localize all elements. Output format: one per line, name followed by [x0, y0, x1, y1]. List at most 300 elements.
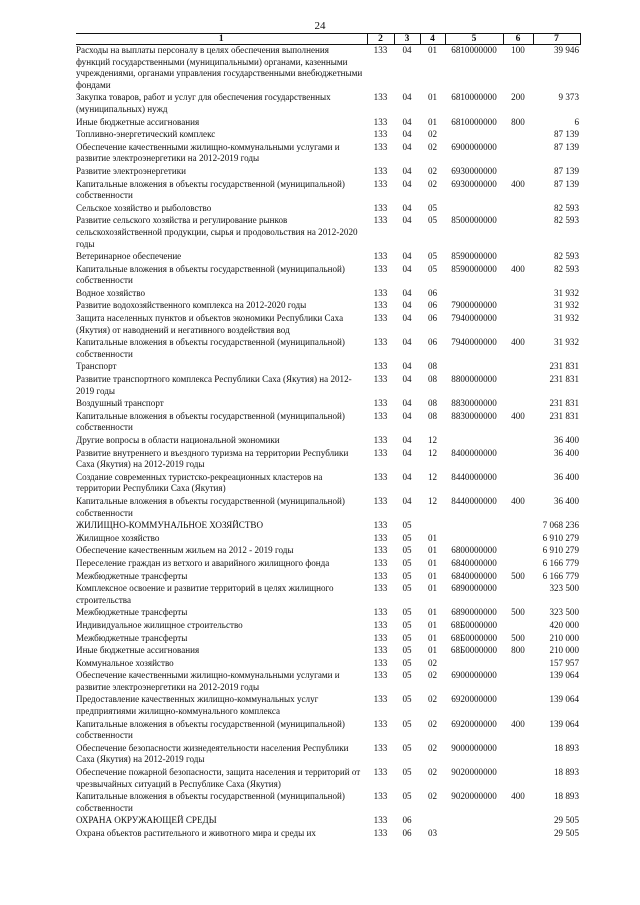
table-row	[76, 300, 580, 313]
row-target-code: 7940000000	[451, 337, 497, 348]
row-ministry-code: 133	[373, 495, 388, 506]
row-ministry-code: 133	[373, 435, 388, 445]
row-target-code: 6810000000	[451, 92, 497, 103]
table-row	[76, 571, 580, 584]
row-name: Развитие сельского хозяйства и регулирование рынков сельскохозяйственной продукции, сырья и продовольствия на 2012-2020 годы	[76, 215, 358, 249]
table-row	[76, 533, 580, 546]
row-name: Обеспечение качественным жильем на 2012 - 2019 годы	[76, 545, 294, 556]
table-row	[76, 435, 580, 448]
table-row	[76, 448, 580, 472]
row-expense-type	[503, 361, 533, 374]
row-ministry-code: 133	[373, 828, 388, 838]
row-amount: 31 932	[553, 287, 579, 298]
row-ministry-code: 133	[373, 178, 388, 189]
row-section-code: 06	[402, 815, 412, 826]
row-amount: 36 400	[553, 435, 579, 445]
table-row	[76, 411, 580, 435]
header-col-5: 5	[445, 34, 503, 45]
row-subsection-code: 01	[427, 557, 438, 568]
row-ministry-code: 133	[373, 645, 388, 656]
row-section-code: 05	[402, 607, 412, 618]
row-subsection-code: 06	[427, 300, 438, 311]
row-subsection-code: 02	[427, 141, 438, 152]
row-ministry-code: 133	[373, 313, 388, 324]
row-amount: 9 373	[558, 92, 579, 103]
row-subsection-code: 01	[427, 607, 438, 618]
table-row	[76, 496, 580, 520]
table-row	[76, 520, 580, 533]
row-name: Закупка товаров, работ и услуг для обеспечения государственных (муниципальных) нужд	[76, 92, 331, 114]
row-subsection-code: 02	[427, 694, 438, 705]
row-expense-type	[503, 203, 533, 216]
page-number: 24	[314, 20, 326, 32]
row-expense-type	[503, 472, 533, 496]
row-expense-type	[503, 129, 533, 142]
row-section-code: 04	[402, 92, 412, 103]
row-expense-type: 400	[511, 263, 525, 274]
row-expense-type: 400	[511, 178, 525, 189]
row-subsection-code: 06	[427, 313, 438, 324]
row-ministry-code: 133	[373, 129, 388, 140]
row-amount: 39 946	[553, 45, 579, 55]
row-section-code: 04	[402, 165, 412, 176]
header-col-4: 4	[420, 34, 445, 45]
row-target-code	[445, 520, 503, 533]
row-ministry-code: 133	[373, 545, 388, 556]
budget-table	[76, 33, 581, 841]
row-amount: 36 400	[553, 447, 579, 458]
row-expense-type	[503, 215, 533, 251]
table-row	[76, 620, 580, 633]
row-name: Межбюджетные трансферты	[76, 632, 188, 643]
table-row	[76, 791, 580, 815]
row-section-code: 05	[402, 632, 412, 643]
row-section-code: 05	[402, 767, 412, 778]
row-target-code: 8590000000	[451, 263, 497, 274]
row-name: Ветеринарное обеспечение	[76, 251, 182, 262]
row-name: ОХРАНА ОКРУЖАЮЩЕЙ СРЕДЫ	[76, 815, 217, 826]
row-section-code: 05	[402, 557, 412, 568]
row-amount: 139 064	[549, 694, 579, 705]
row-subsection-code: 01	[427, 632, 438, 643]
row-amount: 210 000	[549, 645, 579, 656]
row-section-code: 04	[402, 361, 412, 372]
row-ministry-code: 133	[373, 557, 388, 568]
row-name: Капитальные вложения в объекты государственной (муниципальной) собственности	[76, 410, 345, 433]
row-section-code: 04	[402, 178, 412, 189]
table-row	[76, 472, 580, 496]
row-section-code: 04	[402, 447, 412, 458]
row-ministry-code: 133	[373, 45, 388, 55]
row-target-code: 6920000000	[451, 718, 497, 729]
row-amount: 323 500	[549, 607, 579, 618]
row-target-code: 6810000000	[451, 45, 497, 55]
row-section-code: 04	[402, 251, 412, 262]
row-name: Межбюджетные трансферты	[76, 570, 188, 581]
row-ministry-code: 133	[373, 815, 388, 826]
row-subsection-code: 02	[427, 657, 438, 668]
row-name: Капитальные вложения в объекты государственной (муниципальной) собственности	[76, 178, 345, 201]
row-target-code: 6800000000	[451, 545, 497, 556]
row-ministry-code: 133	[373, 374, 388, 385]
row-amount: 231 831	[549, 374, 579, 385]
row-name: Иные бюджетные ассигнования	[76, 645, 200, 656]
row-ministry-code: 133	[373, 570, 388, 581]
table-row	[76, 398, 580, 411]
row-name: Развитие транспортного комплекса Республики Саха (Якутия) на 2012-2019 годы	[76, 374, 352, 396]
row-expense-type	[503, 620, 533, 633]
row-expense-type: 400	[511, 791, 525, 802]
row-target-code: 6930000000	[451, 165, 497, 176]
row-name: Топливно-энергетический комплекс	[76, 129, 216, 140]
row-amount: 36 400	[553, 495, 579, 506]
row-target-code: 8800000000	[451, 374, 497, 385]
table-row	[76, 694, 580, 718]
row-subsection-code: 08	[427, 361, 438, 372]
row-amount: 87 139	[553, 178, 579, 189]
row-section-code: 05	[402, 791, 412, 802]
row-amount: 87 139	[553, 141, 579, 152]
row-amount: 36 400	[553, 471, 579, 482]
row-target-code	[445, 435, 503, 448]
row-subsection-code: 12	[427, 435, 438, 445]
row-amount: 18 893	[553, 767, 579, 778]
row-subsection-code: 08	[427, 410, 438, 421]
row-section-code: 04	[402, 263, 412, 274]
row-name: Обеспечение пожарной безопасности, защита населения и территорий от чрезвычайных ситуаций в Республике Саха (Якутия)	[76, 767, 361, 789]
table-header	[76, 34, 580, 45]
row-amount: 31 932	[553, 337, 579, 348]
row-name: Капитальные вложения в объекты государственной (муниципальной) собственности	[76, 337, 345, 359]
row-name: Переселение граждан из ветхого и аварийного жилищного фонда	[76, 557, 330, 568]
row-amount: 82 593	[553, 215, 579, 226]
row-section-code: 04	[402, 374, 412, 385]
row-target-code	[445, 658, 503, 671]
table-row	[76, 828, 580, 841]
row-target-code	[445, 129, 503, 142]
row-expense-type	[503, 767, 533, 791]
row-name: Обеспечение качественными жилищно-коммунальными услугами и развитие электроэнергетики на 2012-2019 годы	[76, 141, 340, 164]
row-ministry-code: 133	[373, 742, 388, 753]
table-row	[76, 203, 580, 216]
row-section-code: 05	[402, 619, 412, 630]
row-ministry-code: 133	[373, 287, 388, 298]
header-col-2: 2	[367, 34, 394, 45]
header-col-3: 3	[394, 34, 420, 45]
row-ministry-code: 133	[373, 361, 388, 372]
row-name: Капитальные вложения в объекты государственной (муниципальной) собственности	[76, 495, 345, 518]
row-ministry-code: 133	[373, 607, 388, 618]
row-amount: 6	[574, 116, 579, 127]
row-target-code	[445, 203, 503, 216]
table-row	[76, 545, 580, 558]
row-target-code: 8830000000	[451, 410, 497, 421]
row-ministry-code: 133	[373, 670, 388, 681]
row-target-code: 8400000000	[451, 447, 497, 458]
row-subsection-code: 02	[427, 767, 438, 778]
row-expense-type	[503, 828, 533, 841]
row-subsection-code: 02	[427, 718, 438, 729]
table-row	[76, 45, 580, 93]
row-ministry-code: 133	[373, 632, 388, 643]
row-subsection-code	[420, 815, 445, 828]
row-subsection-code: 05	[427, 263, 438, 274]
row-name: Индивидуальное жилищное строительство	[76, 619, 243, 630]
table-row	[76, 251, 580, 264]
row-ministry-code: 133	[373, 767, 388, 778]
row-subsection-code: 02	[427, 742, 438, 753]
header-col-1: 1	[76, 34, 367, 45]
row-name: Иные бюджетные ассигнования	[76, 116, 200, 127]
row-subsection-code: 02	[427, 178, 438, 189]
row-expense-type: 800	[511, 645, 525, 656]
row-section-code: 05	[402, 570, 412, 581]
row-ministry-code: 133	[373, 447, 388, 458]
row-target-code	[445, 815, 503, 828]
row-section-code: 04	[402, 471, 412, 482]
table-row	[76, 361, 580, 374]
row-subsection-code: 01	[427, 570, 438, 581]
row-name: Другие вопросы в области национальной экономики	[76, 435, 280, 445]
row-name: Воздушный транспорт	[76, 398, 164, 409]
row-target-code: 9000000000	[451, 742, 497, 753]
row-subsection-code: 12	[427, 495, 438, 506]
row-ministry-code: 133	[373, 337, 388, 348]
row-amount: 420 000	[549, 619, 579, 630]
row-expense-type	[503, 374, 533, 398]
table-row	[76, 658, 580, 671]
row-section-code: 04	[402, 495, 412, 506]
row-name: Межбюджетные трансферты	[76, 607, 188, 618]
row-name: Капитальные вложения в объекты государственной (муниципальной) собственности	[76, 791, 345, 813]
row-section-code: 04	[402, 398, 412, 409]
header-col-6: 6	[503, 34, 533, 45]
row-subsection-code: 01	[427, 92, 438, 103]
row-section-code: 06	[402, 828, 412, 838]
table-row	[76, 719, 580, 743]
row-name: Предоставление качественных жилищно-коммунальных услуг предприятиями жилищно-коммунального комплекса	[76, 694, 319, 717]
row-ministry-code: 133	[373, 694, 388, 705]
row-ministry-code: 133	[373, 398, 388, 409]
row-subsection-code: 12	[427, 471, 438, 482]
row-ministry-code: 133	[373, 520, 388, 531]
row-amount: 6 166 779	[542, 570, 579, 581]
row-expense-type	[503, 533, 533, 546]
row-ministry-code: 133	[373, 215, 388, 226]
row-subsection-code: 05	[427, 251, 438, 262]
row-subsection-code: 01	[427, 619, 438, 630]
row-name: Защита населенных пунктов и объектов экономики Республики Саха (Якутия) от наводнений и негативного воздействия вод	[76, 313, 344, 335]
row-subsection-code: 06	[427, 287, 438, 298]
row-amount: 6 910 279	[542, 532, 579, 543]
row-ministry-code: 133	[373, 657, 388, 668]
row-name: Капитальные вложения в объекты государственной (муниципальной) собственности	[76, 263, 345, 286]
row-target-code: 8500000000	[451, 215, 497, 226]
row-section-code: 05	[402, 670, 412, 681]
row-subsection-code: 01	[427, 583, 438, 594]
row-target-code	[445, 288, 503, 301]
row-expense-type	[503, 166, 533, 179]
row-subsection-code: 08	[427, 374, 438, 385]
row-ministry-code: 133	[373, 300, 388, 311]
table-row	[76, 215, 580, 251]
row-amount: 139 064	[549, 718, 579, 729]
row-expense-type	[503, 670, 533, 694]
table-row	[76, 633, 580, 646]
row-target-code: 9020000000	[451, 791, 497, 802]
row-subsection-code: 12	[427, 447, 438, 458]
row-section-code: 04	[402, 45, 412, 55]
row-amount: 29 505	[553, 815, 579, 826]
row-expense-type: 500	[511, 570, 525, 581]
row-expense-type: 200	[511, 92, 525, 103]
row-name: Сельское хозяйство и рыболовство	[76, 202, 212, 213]
row-section-code: 05	[402, 694, 412, 705]
table-row	[76, 743, 580, 767]
row-name: Развитие электроэнергетики	[76, 165, 187, 176]
row-expense-type	[503, 658, 533, 671]
row-target-code: 8830000000	[451, 398, 497, 409]
row-amount: 82 593	[553, 202, 579, 213]
row-subsection-code: 02	[427, 791, 438, 802]
row-expense-type	[503, 435, 533, 448]
row-section-code: 05	[402, 657, 412, 668]
row-subsection-code: 01	[427, 645, 438, 656]
row-subsection-code: 01	[427, 532, 438, 543]
row-expense-type	[503, 142, 533, 166]
row-ministry-code: 133	[373, 165, 388, 176]
row-ministry-code: 133	[373, 116, 388, 127]
row-target-code	[445, 533, 503, 546]
row-section-code: 04	[402, 287, 412, 298]
row-section-code: 04	[402, 116, 412, 127]
row-name: Развитие внутреннего и въездного туризма на территории Республики Саха (Якутия) на 2012-2019 годы	[76, 447, 349, 470]
row-target-code: 6810000000	[451, 116, 497, 127]
row-subsection-code: 01	[427, 545, 438, 556]
row-expense-type	[503, 743, 533, 767]
row-name: Капитальные вложения в объекты государственной (муниципальной) собственности	[76, 718, 345, 741]
row-expense-type: 500	[511, 607, 525, 618]
row-target-code: 6890000000	[451, 583, 497, 594]
row-expense-type	[503, 694, 533, 718]
row-target-code: 68Б0000000	[450, 632, 498, 643]
row-name: Расходы на выплаты персоналу в целях обеспечения выполнения функций государственными (муниципальными) органами, казенными учреждениями, органами управления государственными внебюджетными фондами	[76, 45, 363, 90]
row-amount: 139 064	[549, 670, 579, 681]
row-expense-type	[503, 583, 533, 607]
row-amount: 31 932	[553, 313, 579, 324]
table-row	[76, 92, 580, 116]
row-section-code: 04	[402, 300, 412, 311]
row-target-code: 68Б0000000	[450, 645, 498, 656]
table-row	[76, 288, 580, 301]
row-expense-type: 500	[511, 632, 525, 643]
row-target-code: 6900000000	[451, 670, 497, 681]
table-row	[76, 142, 580, 166]
row-subsection-code: 05	[427, 202, 438, 213]
row-amount: 29 505	[553, 828, 579, 838]
row-section-code: 04	[402, 215, 412, 226]
row-target-code	[445, 828, 503, 841]
row-expense-type	[503, 300, 533, 313]
row-amount: 210 000	[549, 632, 579, 643]
table-row	[76, 374, 580, 398]
row-section-code: 04	[402, 435, 412, 445]
table-body	[76, 45, 580, 841]
row-target-code: 68Б0000000	[450, 619, 498, 630]
row-section-code: 05	[402, 545, 412, 556]
row-section-code: 04	[402, 313, 412, 324]
row-expense-type	[503, 313, 533, 337]
row-amount: 87 139	[553, 129, 579, 140]
row-target-code: 6900000000	[451, 141, 497, 152]
row-expense-type	[503, 815, 533, 828]
row-target-code: 7900000000	[451, 300, 497, 311]
row-ministry-code: 133	[373, 141, 388, 152]
row-name: Водное хозяйство	[76, 287, 145, 298]
row-subsection-code: 02	[427, 670, 438, 681]
table-row	[76, 166, 580, 179]
row-subsection-code: 05	[427, 215, 438, 226]
row-ministry-code: 133	[373, 410, 388, 421]
row-target-code: 8590000000	[451, 251, 497, 262]
row-target-code	[445, 361, 503, 374]
row-section-code: 04	[402, 202, 412, 213]
row-subsection-code: 02	[427, 165, 438, 176]
row-target-code: 6840000000	[451, 570, 497, 581]
row-subsection-code: 01	[427, 45, 438, 55]
row-section-code: 05	[402, 742, 412, 753]
row-section-code: 04	[402, 410, 412, 421]
row-ministry-code: 133	[373, 471, 388, 482]
row-target-code: 6890000000	[451, 607, 497, 618]
row-amount: 231 831	[549, 410, 579, 421]
row-name: Транспорт	[76, 361, 117, 372]
row-amount: 7 068 236	[542, 520, 579, 531]
table-row	[76, 767, 580, 791]
row-expense-type	[503, 545, 533, 558]
row-section-code: 05	[402, 645, 412, 656]
row-subsection-code	[420, 520, 445, 533]
row-target-code: 6920000000	[451, 694, 497, 705]
table-row	[76, 670, 580, 694]
row-subsection-code: 01	[427, 116, 438, 127]
row-name: Коммунальное хозяйство	[76, 657, 174, 668]
table-row	[76, 313, 580, 337]
row-amount: 31 932	[553, 300, 579, 311]
row-name: Обеспечение качественными жилищно-коммунальными услугами и развитие электроэнергетики на 2012-2019 годы	[76, 670, 340, 692]
row-section-code: 05	[402, 532, 412, 543]
row-amount: 82 593	[553, 251, 579, 262]
row-expense-type: 400	[511, 337, 525, 348]
row-target-code: 8440000000	[451, 495, 497, 506]
row-subsection-code: 06	[427, 337, 438, 348]
row-subsection-code: 03	[427, 828, 438, 838]
row-expense-type: 400	[511, 410, 525, 421]
row-expense-type: 400	[511, 718, 525, 729]
row-section-code: 05	[402, 520, 412, 531]
row-name: Жилищное хозяйство	[76, 532, 160, 543]
row-expense-type: 100	[511, 45, 525, 55]
row-name: Развитие водохозяйственного комплекса на 2012-2020 годы	[76, 300, 307, 311]
table-row	[76, 815, 580, 828]
row-name: ЖИЛИЩНО-КОММУНАЛЬНОЕ ХОЗЯЙСТВО	[76, 520, 264, 531]
row-amount: 323 500	[549, 583, 579, 594]
row-ministry-code: 133	[373, 263, 388, 274]
row-section-code: 04	[402, 337, 412, 348]
row-amount: 231 831	[549, 361, 579, 372]
row-target-code: 8440000000	[451, 471, 497, 482]
row-ministry-code: 133	[373, 791, 388, 802]
